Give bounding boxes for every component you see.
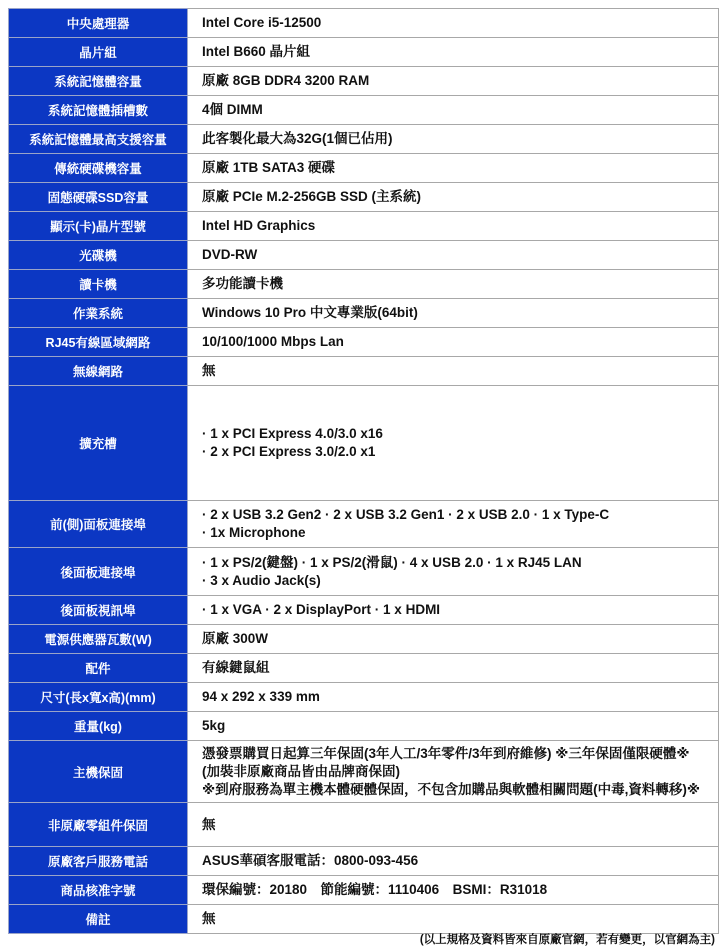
spec-row — [9, 270, 719, 299]
spec-label: 擴充槽 — [9, 386, 188, 501]
spec-value — [188, 357, 719, 386]
spec-value-line: 此客製化最大為32G(1個已佔用) — [202, 131, 393, 146]
spec-row — [9, 67, 719, 96]
spec-value-line: 94 x 292 x 339 mm — [202, 689, 320, 704]
spec-value-line: · 1 x PS/2(鍵盤) · 1 x PS/2(滑鼠) · 4 x USB 2.0 · 1 x RJ45 LAN — [202, 554, 582, 570]
spec-label: 讀卡機 — [9, 270, 188, 299]
spec-label: RJ45有線區域網路 — [9, 328, 188, 357]
spec-value — [188, 847, 719, 876]
spec-label: 商品核准字號 — [9, 876, 188, 905]
spec-value — [188, 876, 719, 905]
spec-value — [188, 386, 719, 501]
spec-value-line: ※到府服務為單主機本體硬體保固，不包含加購品與軟體相關問題(中毒,資料轉移)※ — [202, 781, 700, 797]
spec-label: 後面板視訊埠 — [9, 596, 188, 625]
spec-row — [9, 96, 719, 125]
spec-row — [9, 154, 719, 183]
spec-row — [9, 847, 719, 876]
spec-table-body — [9, 9, 719, 934]
spec-value-line: 無 — [202, 816, 216, 832]
spec-label: 中央處理器 — [9, 9, 188, 38]
spec-label: 系統記憶體容量 — [9, 67, 188, 96]
spec-value-line: 多功能讀卡機 — [202, 276, 283, 291]
spec-value-line: · 1 x VGA · 2 x DisplayPort · 1 x HDMI — [202, 602, 441, 617]
spec-label: 主機保固 — [9, 741, 188, 803]
spec-row — [9, 712, 719, 741]
spec-label: 作業系統 — [9, 299, 188, 328]
spec-value — [188, 683, 719, 712]
spec-value — [188, 328, 719, 357]
spec-label: 傳統硬碟機容量 — [9, 154, 188, 183]
spec-value-line: 環保編號：20180 節能編號：1110406 BSMI：R31018 — [202, 882, 548, 897]
spec-label: 無線網路 — [9, 357, 188, 386]
spec-row — [9, 625, 719, 654]
spec-row — [9, 183, 719, 212]
spec-value-line: Intel B660 晶片組 — [202, 44, 311, 59]
spec-value-line: · 1 x PCI Express 4.0/3.0 x16 — [202, 426, 383, 441]
spec-label: 備註 — [9, 905, 188, 934]
spec-value — [188, 125, 719, 154]
spec-value-line: Windows 10 Pro 中文專業版(64bit) — [202, 305, 418, 320]
spec-value — [188, 596, 719, 625]
spec-value — [188, 803, 719, 847]
spec-label: 晶片組 — [9, 38, 188, 67]
spec-row — [9, 299, 719, 328]
spec-value — [188, 38, 719, 67]
spec-value — [188, 270, 719, 299]
spec-row — [9, 548, 719, 596]
spec-label: 系統記憶體插槽數 — [9, 96, 188, 125]
spec-value — [188, 548, 719, 596]
spec-row — [9, 125, 719, 154]
spec-value-line: 有線鍵鼠組 — [202, 660, 270, 675]
spec-value — [188, 299, 719, 328]
spec-value — [188, 154, 719, 183]
spec-row — [9, 386, 719, 501]
spec-table — [8, 8, 719, 934]
spec-value — [188, 241, 719, 270]
spec-label: 非原廠零組件保固 — [9, 803, 188, 847]
spec-value — [188, 712, 719, 741]
spec-value — [188, 9, 719, 38]
spec-label: 固態硬碟SSD容量 — [9, 183, 188, 212]
spec-label: 電源供應器瓦數(W) — [9, 625, 188, 654]
spec-row — [9, 328, 719, 357]
spec-value-line: · 2 x USB 3.2 Gen2 · 2 x USB 3.2 Gen1 · 2 x USB 2.0 · 1 x Type-C — [202, 507, 610, 522]
spec-value — [188, 741, 719, 803]
spec-label: 原廠客戶服務電話 — [9, 847, 188, 876]
spec-value-line: 原廠 300W — [202, 631, 269, 646]
spec-value — [188, 67, 719, 96]
spec-value-line: 5kg — [202, 718, 226, 733]
spec-row — [9, 803, 719, 847]
spec-label: 顯示(卡)晶片型號 — [9, 212, 188, 241]
spec-value — [188, 501, 719, 548]
spec-value-line: 4個 DIMM — [202, 102, 263, 117]
spec-value — [188, 905, 719, 934]
spec-value-line: (加裝非原廠商品皆由品牌商保固) — [202, 763, 400, 779]
spec-label: 系統記憶體最高支援容量 — [9, 125, 188, 154]
spec-label: 尺寸(長x寬x高)(mm) — [9, 683, 188, 712]
spec-value-line: Intel Core i5-12500 — [202, 15, 322, 30]
spec-row — [9, 683, 719, 712]
spec-value-line: Intel HD Graphics — [202, 218, 316, 233]
spec-value-line: · 1x Microphone — [202, 525, 306, 540]
spec-row — [9, 9, 719, 38]
spec-value — [188, 183, 719, 212]
spec-value-line: · 2 x PCI Express 3.0/2.0 x1 — [202, 444, 376, 459]
spec-row — [9, 876, 719, 905]
spec-value-line: 無 — [202, 363, 216, 378]
spec-label: 後面板連接埠 — [9, 548, 188, 596]
footnote: (以上規格及資料皆來自原廠官網，若有變更，以官網為主) — [419, 934, 715, 946]
spec-value-line: 憑發票購買日起算三年保固(3年人工/3年零件/3年到府維修) ※三年保固僅限硬體※ — [202, 745, 690, 761]
spec-row — [9, 741, 719, 803]
spec-row — [9, 38, 719, 67]
spec-row — [9, 596, 719, 625]
spec-value — [188, 625, 719, 654]
spec-row — [9, 654, 719, 683]
spec-value — [188, 212, 719, 241]
spec-value — [188, 96, 719, 125]
spec-label: 重量(kg) — [9, 712, 188, 741]
spec-row — [9, 501, 719, 548]
spec-value-line: ASUS華碩客服電話：0800-093-456 — [202, 853, 419, 868]
spec-row — [9, 212, 719, 241]
spec-value-line: · 3 x Audio Jack(s) — [202, 572, 321, 588]
spec-row — [9, 357, 719, 386]
spec-row — [9, 905, 719, 934]
spec-value-line: 無 — [202, 911, 216, 926]
spec-label: 前(側)面板連接埠 — [9, 501, 188, 548]
spec-value-line: 原廠 PCIe M.2-256GB SSD (主系統) — [202, 189, 422, 204]
spec-value-line: 10/100/1000 Mbps Lan — [202, 334, 344, 349]
spec-value-line: 原廠 1TB SATA3 硬碟 — [202, 160, 336, 175]
spec-value-line: DVD-RW — [202, 247, 258, 262]
spec-label: 光碟機 — [9, 241, 188, 270]
spec-row — [9, 241, 719, 270]
spec-label: 配件 — [9, 654, 188, 683]
spec-value — [188, 654, 719, 683]
spec-value-line: 原廠 8GB DDR4 3200 RAM — [202, 73, 370, 88]
